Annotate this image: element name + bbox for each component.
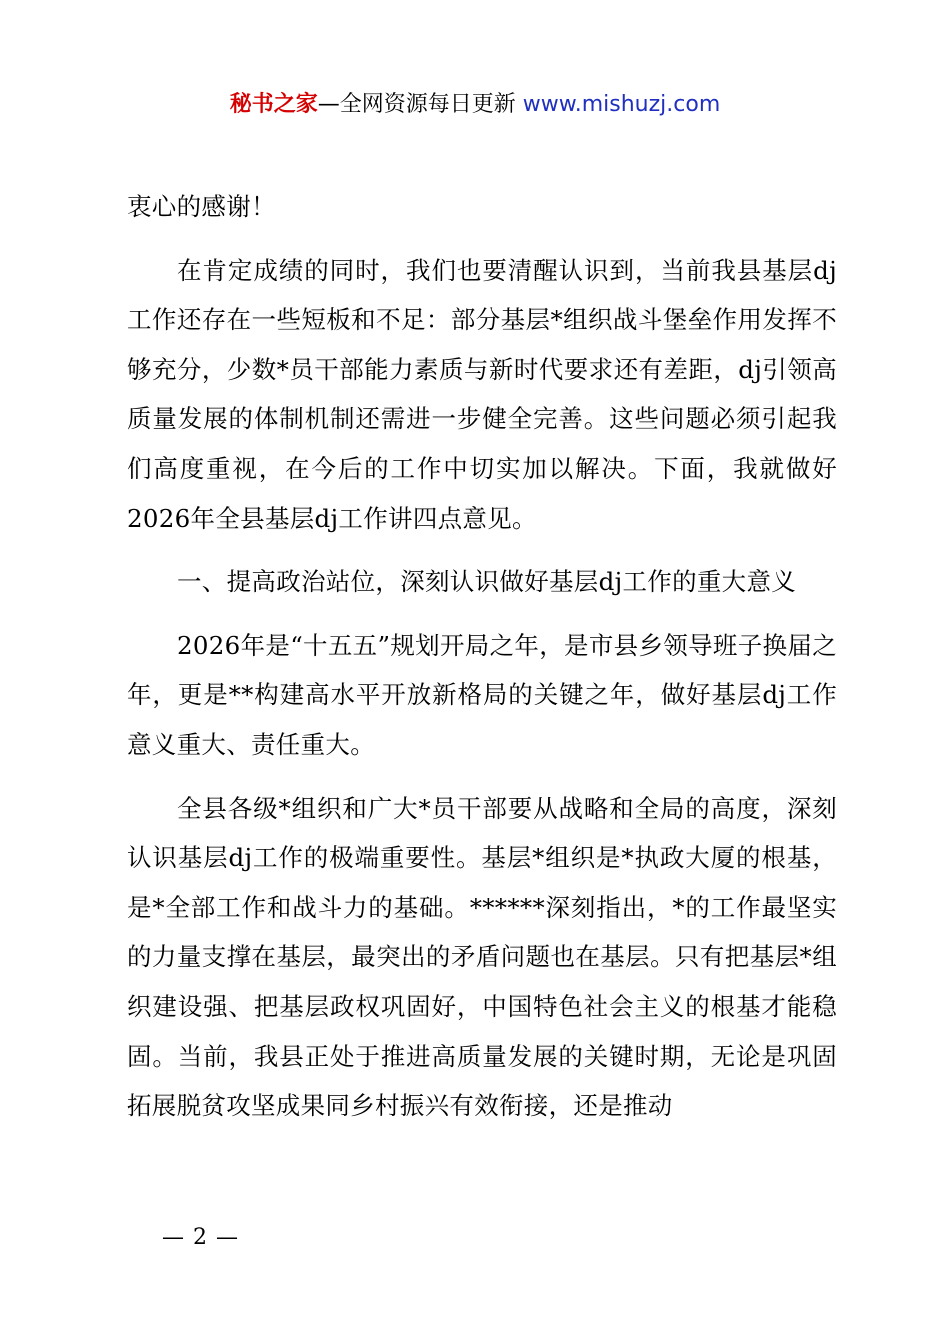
site-url-link[interactable]: www.mishuzj.com	[522, 92, 721, 117]
header-tagline: —全网资源每日更新	[317, 92, 523, 117]
paragraph-closing-thanks: 衷心的感谢！	[127, 192, 276, 221]
page-number: — 2 —	[162, 1225, 239, 1250]
site-header	[0, 88, 950, 122]
paragraph-importance: 全县各级*组织和广大*员干部要从战略和全局的高度，深刻认识基层dj工作的极端重要性。基层*组织是*执政大厦的根基，是*全部工作和战斗力的基础。******深刻指出，*的工作最坚实的力量支撑在基层，最突出的矛盾问题也在基层。只有把基层*组织建设强、把基层政权巩固好，中国特色社会主义的根基才能稳固。当前，我县正处于推进高质量发展的关键时期，无论是巩固拓展脱贫攻坚成果同乡村振兴有效衔接，还是推动	[127, 793, 837, 1121]
document-body	[127, 182, 837, 1131]
brand-name: 秘书之家	[229, 92, 318, 117]
section-heading-one: 一、提高政治站位，深刻认识做好基层dj工作的重大意义	[177, 567, 797, 597]
paragraph-shortcomings: 在肯定成绩的同时，我们也要清醒认识到，当前我县基层dj工作还存在一些短板和不足：部分基层*组织战斗堡垒作用发挥不够充分，少数*员干部能力素质与新时代要求还有差距，dj引领高质量发展的体制机制还需进一步健全完善。这些问题必须引起我们高度重视，在今后的工作中切实加以解决。下面，我就做好2026年全县基层dj工作讲四点意见。	[127, 255, 837, 533]
paragraph-year-significance: 2026年是“十五五”规划开局之年，是市县乡领导班子换届之年，更是**构建高水平开放新格局的关键之年，做好基层dj工作意义重大、责任重大。	[127, 630, 837, 759]
